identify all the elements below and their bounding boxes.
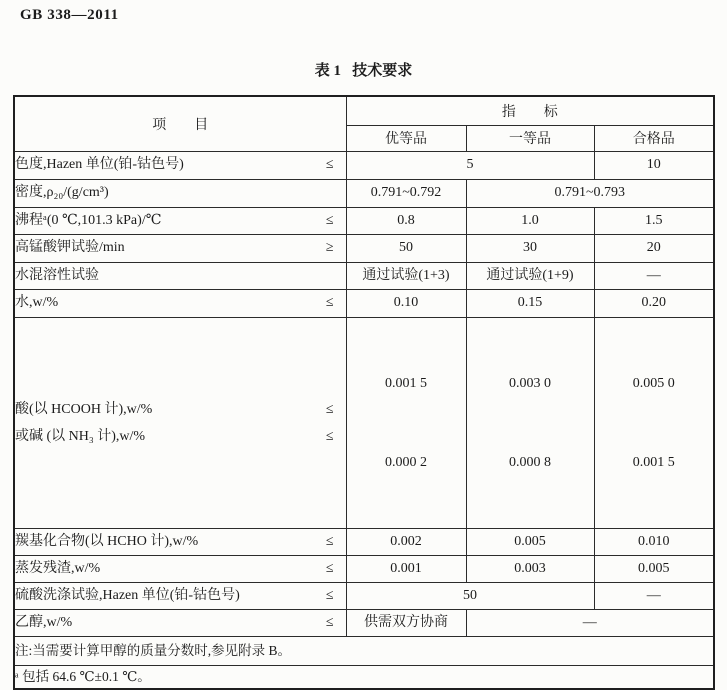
cell-value: 30 (466, 234, 594, 262)
table-row-acid-alkali (14, 317, 714, 528)
table-note: 注:当需要计算甲醇的质量分数时,参见附录 B。 (14, 636, 714, 665)
cell-value: 0.003 0 (509, 375, 551, 391)
table-row-carbonyl (14, 528, 714, 555)
table-row-sulfuric-wash (14, 582, 714, 609)
cell-value: 0.005 0 (632, 375, 675, 391)
cell-value: — (466, 609, 714, 636)
limit-operator: ≤ (325, 428, 334, 444)
cell-value: 0.005 (466, 528, 594, 555)
table-footnote-row (14, 665, 714, 689)
cell-value: 0.20 (594, 289, 714, 317)
header-grade-premium: 优等品 (346, 125, 466, 151)
cell-value: 0.15 (466, 289, 594, 317)
row-label: 乙醇,w/% (15, 614, 73, 630)
cell-value: 1.5 (594, 207, 714, 234)
cell-value: 0.001 (346, 555, 466, 582)
limit-operator: ≤ (325, 295, 334, 310)
limit-operator: ≤ (325, 587, 334, 603)
limit-operator: ≤ (325, 614, 334, 630)
cell-value: 0.791~0.792 (346, 179, 466, 207)
cell-value: 0.002 (346, 528, 466, 555)
table-row-boiling-range (14, 207, 714, 234)
table-row-evaporation-residue (14, 555, 714, 582)
table-row-hue (14, 151, 714, 179)
header-row-index (14, 96, 714, 125)
cell-value: 0.8 (346, 207, 466, 234)
row-label: 蒸发残渣,w/% (15, 560, 101, 576)
table-title: 表 1 技术要求 (314, 63, 413, 79)
header-grade-qualified: 合格品 (594, 125, 714, 151)
table-note-row (14, 636, 714, 665)
row-label: 密度,ρ₂₀/(g/cm³) (15, 185, 109, 200)
cell-value: 0.000 2 (385, 454, 427, 470)
cell-value: 50 (346, 234, 466, 262)
cell-value: 1.0 (466, 207, 594, 234)
row-label: 水,w/% (15, 295, 59, 310)
cell-value: 50 (346, 582, 594, 609)
cell-value: 0.001 5 (385, 375, 427, 391)
row-label: 或碱 (以 NH₃ 计),w/% (15, 428, 146, 444)
row-label: 高锰酸钾试验/min (15, 240, 125, 255)
cell-value: 0.005 (594, 555, 714, 582)
cell-value: 0.000 8 (509, 454, 551, 470)
limit-operator: ≤ (325, 401, 334, 417)
limit-operator: ≥ (325, 240, 334, 255)
cell-value: 5 (346, 151, 594, 179)
header-grade-first: 一等品 (466, 125, 594, 151)
table-row-water (14, 289, 714, 317)
cell-value: 20 (594, 234, 714, 262)
limit-operator: ≤ (325, 560, 334, 576)
cell-value: 10 (594, 151, 714, 179)
technical-requirements-table (13, 95, 715, 690)
header-index: 指 标 (346, 96, 714, 125)
cell-value: 通过试验(1+9) (466, 262, 594, 289)
cell-value: 0.791~0.793 (466, 179, 714, 207)
limit-operator: ≤ (325, 533, 334, 549)
cell-value: 通过试验(1+3) (346, 262, 466, 289)
cell-value: 0.001 5 (632, 454, 675, 470)
row-label: 酸(以 HCOOH 计),w/% (15, 401, 153, 417)
cell-value: 0.003 (466, 555, 594, 582)
row-label: 水混溶性试验 (15, 267, 99, 283)
row-label: 色度,Hazen 单位(铂-钴色号) (15, 157, 184, 172)
row-label: 硫酸洗涤试验,Hazen 单位(铂-钴色号) (15, 587, 240, 603)
table-row-ethanol (14, 609, 714, 636)
header-item: 项 目 (14, 96, 346, 151)
limit-operator: ≤ (325, 212, 334, 228)
table-row-permanganate-test (14, 234, 714, 262)
table-row-density (14, 179, 714, 207)
table-row-water-miscibility (14, 262, 714, 289)
table-footnote: ᵃ 包括 64.6 ℃±0.1 ℃。 (14, 665, 714, 689)
limit-operator: ≤ (325, 157, 334, 172)
standard-number: GB 338—2011 (20, 7, 119, 23)
cell-value: — (594, 582, 714, 609)
cell-value: — (594, 262, 714, 289)
row-label: 沸程ᵃ(0 ℃,101.3 kPa)/℃ (15, 212, 162, 228)
cell-value: 0.10 (346, 289, 466, 317)
cell-value: 供需双方协商 (346, 609, 466, 636)
cell-value: 0.010 (594, 528, 714, 555)
row-label: 羰基化合物(以 HCHO 计),w/% (15, 533, 199, 549)
